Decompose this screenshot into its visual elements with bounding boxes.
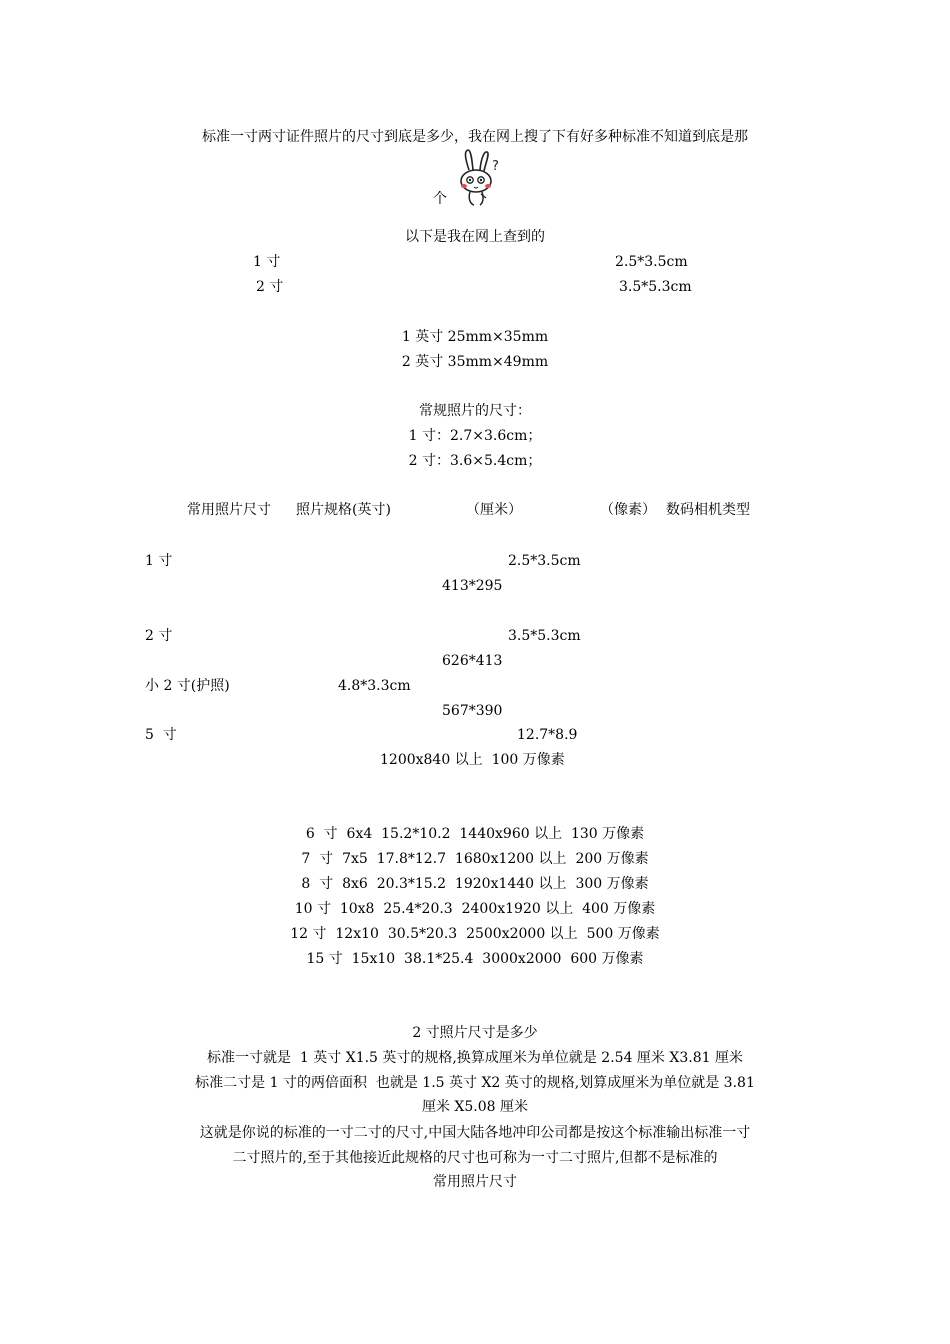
big-size-row: 10 寸 10x8 25.4*20.3 2400x1920 以上 400 万像素	[294, 901, 656, 917]
answer-line: 厘米 X5.08 厘米	[421, 1099, 529, 1115]
table-header-cm: （厘米）	[466, 502, 522, 518]
list-b-item: 2 英寸 35mm×49mm	[401, 354, 549, 370]
list-a-name: 2 寸	[256, 279, 284, 295]
found-heading: 以下是我在网上查到的	[405, 229, 545, 245]
answer-line: 这就是你说的标准的一寸二寸的尺寸,中国大陆各地冲印公司都是按这个标准输出标准一寸	[199, 1125, 751, 1141]
intro-line-1: 标准一寸两寸证件照片的尺寸到底是多少，我在网上搜了下有好多种标准不知道到底是那	[202, 129, 748, 145]
table-header-px: （像素）	[600, 502, 656, 518]
big-size-row: 15 寸 15x10 38.1*25.4 3000x2000 600 万像素	[306, 951, 644, 967]
size-row-cm: 3.5*5.3cm	[508, 628, 581, 644]
table-header-inch: 照片规格(英寸)	[296, 502, 391, 518]
size-row-cm: 12.7*8.9	[517, 727, 578, 743]
intro-line-2: 个	[433, 191, 447, 207]
big-size-row: 7 寸 7x5 17.8*12.7 1680x1200 以上 200 万像素	[301, 851, 649, 867]
size-row-cm: 2.5*3.5cm	[508, 553, 581, 569]
big-size-row: 12 寸 12x10 30.5*20.3 2500x2000 以上 500 万像素	[290, 926, 660, 942]
size-row-px: 413*295	[442, 578, 503, 594]
size-row-name: 小 2 寸(护照)	[145, 678, 230, 694]
size-row-name: 5 寸	[145, 727, 177, 743]
answer-line: 二寸照片的,至于其他接近此规格的尺寸也可称为一寸二寸照片,但都不是标准的	[232, 1150, 718, 1166]
table-header-size: 常用照片尺寸	[187, 502, 271, 518]
regular-heading: 常规照片的尺寸：	[419, 403, 531, 419]
answer-line: 标准一寸就是 1 英寸 X1.5 英寸的规格,换算成厘米为单位就是 2.54 厘米 X3.81 厘米	[207, 1050, 743, 1066]
size-row-px: 567*390	[442, 703, 503, 719]
regular-item: 2 寸：3.6×5.4cm；	[408, 453, 542, 469]
answer-heading: 2 寸照片尺寸是多少	[412, 1025, 538, 1041]
big-size-row: 6 寸 6x4 15.2*10.2 1440x960 以上 130 万像素	[305, 826, 645, 842]
big-size-row: 8 寸 8x6 20.3*15.2 1920x1440 以上 300 万像素	[301, 876, 649, 892]
answer-line: 常用照片尺寸	[433, 1174, 517, 1190]
size-row-px: 1200x840 以上 100 万像素	[380, 752, 565, 768]
table-header-camera: 数码相机类型	[666, 502, 750, 518]
size-row-cm: 4.8*3.3cm	[338, 678, 411, 694]
svg-text:?: ?	[492, 159, 499, 174]
list-a-size: 3.5*5.3cm	[619, 279, 692, 295]
size-row-px: 626*413	[442, 653, 503, 669]
list-b-item: 1 英寸 25mm×35mm	[401, 329, 549, 345]
list-a-name: 1 寸	[253, 254, 281, 270]
answer-line: 标准二寸是 1 寸的两倍面积 也就是 1.5 英寸 X2 英寸的规格,划算成厘米为单位就是 3.81	[195, 1075, 755, 1091]
size-row-name: 2 寸	[145, 628, 173, 644]
confused-rabbit-icon	[456, 148, 506, 208]
size-row-name: 1 寸	[145, 553, 173, 569]
regular-item: 1 寸：2.7×3.6cm；	[408, 428, 542, 444]
list-a-size: 2.5*3.5cm	[615, 254, 688, 270]
